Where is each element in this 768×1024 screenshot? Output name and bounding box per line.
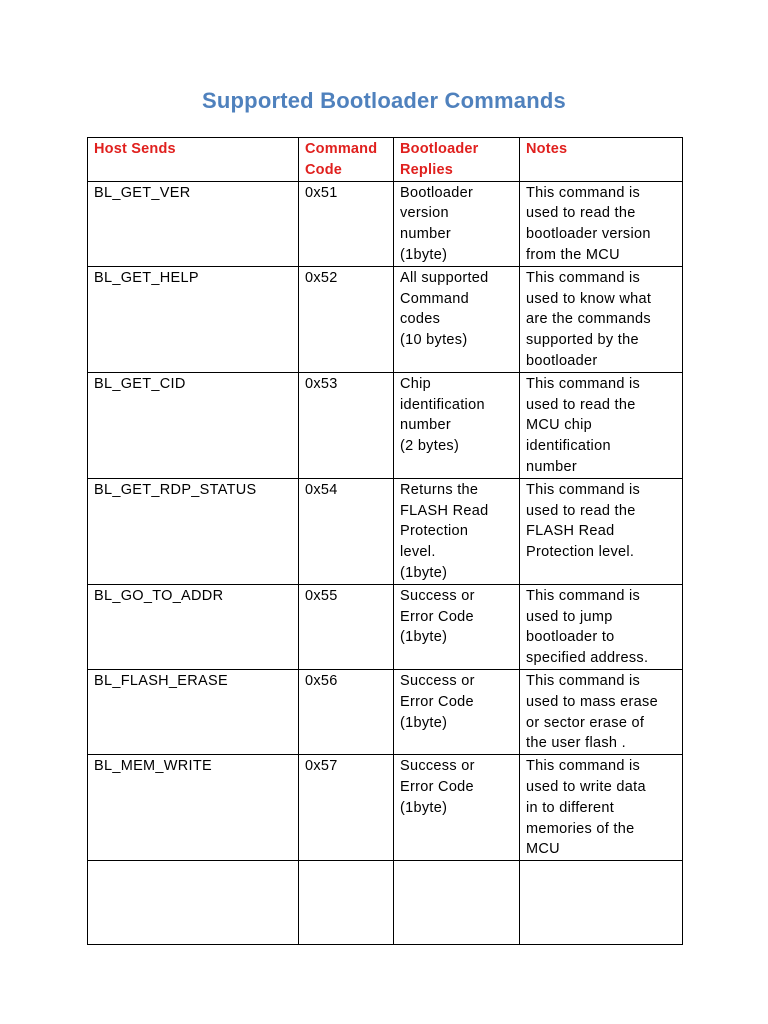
cell-command-code	[299, 181, 394, 266]
cell-notes-line: bootloader version	[526, 226, 651, 243]
cell-bootloader-replies	[394, 266, 520, 372]
cell-notes-line: in to different	[526, 799, 615, 816]
cell-notes-line: used to jump	[526, 608, 613, 625]
cell-bootloader-replies-line: Success or	[400, 672, 475, 689]
cell-notes-line: specified address.	[526, 650, 649, 667]
cell-notes	[520, 755, 683, 861]
cell-command-code	[299, 478, 394, 584]
table-row	[88, 266, 683, 372]
cell-host-sends	[88, 478, 299, 584]
cell-host-sends	[88, 584, 299, 669]
cell-notes-line: used to read the	[526, 502, 636, 519]
cell-bootloader-replies-line: Success or	[400, 758, 475, 775]
cell-host-sends-text: BL_FLASH_ERASE	[94, 672, 228, 689]
page-title: Supported Bootloader Commands	[202, 88, 566, 113]
cell-notes-line: bootloader to	[526, 629, 615, 646]
cell-command-code-text: 0x52	[305, 269, 338, 286]
header-host-sends	[88, 138, 299, 182]
cell-bootloader-replies-line: Protection	[400, 523, 469, 540]
empty-table-row	[88, 861, 683, 945]
cell-notes	[520, 372, 683, 478]
cell-notes-line: bootloader	[526, 352, 598, 369]
cell-notes-line: identification	[526, 438, 611, 455]
cell-notes-line: memories of the	[526, 820, 635, 837]
empty-cell	[299, 861, 394, 945]
cell-bootloader-replies-line: (1byte)	[400, 564, 448, 581]
cell-bootloader-replies	[394, 584, 520, 669]
table-row	[88, 478, 683, 584]
cell-host-sends-text: BL_GET_RDP_STATUS	[94, 481, 257, 498]
cell-notes-line: supported by the	[526, 332, 639, 349]
cell-bootloader-replies-line: Command	[400, 290, 469, 307]
cell-notes-line: MCU chip	[526, 417, 593, 434]
cell-bootloader-replies-line: Error Code	[400, 693, 474, 710]
cell-host-sends-text: BL_MEM_WRITE	[94, 758, 213, 775]
table-row	[88, 669, 683, 754]
cell-host-sends	[88, 266, 299, 372]
cell-bootloader-replies-line: Success or	[400, 587, 475, 604]
cell-notes-line: This command is	[526, 184, 641, 201]
cell-notes	[520, 266, 683, 372]
table-row	[88, 181, 683, 266]
cell-bootloader-replies	[394, 478, 520, 584]
empty-cell	[394, 861, 520, 945]
cell-notes-line: are the commands	[526, 311, 651, 328]
cell-notes	[520, 478, 683, 584]
cell-notes-line: This command is	[526, 587, 641, 604]
cell-command-code-text: 0x53	[305, 375, 338, 392]
header-text-line: Replies	[400, 161, 453, 178]
header-text-line: Host Sends	[94, 141, 176, 157]
cell-command-code-text: 0x56	[305, 672, 338, 689]
cell-bootloader-replies-line: Chip	[400, 375, 432, 392]
header-text-line: Code	[305, 161, 343, 178]
cell-notes-line: from the MCU	[526, 246, 620, 263]
cell-host-sends-text: BL_GET_CID	[94, 375, 186, 392]
cell-bootloader-replies-line: All supported	[400, 269, 489, 286]
cell-bootloader-replies-line: Returns the	[400, 481, 479, 498]
cell-notes-line: MCU	[526, 841, 560, 858]
header-text-line: Bootloader	[400, 141, 479, 157]
cell-host-sends	[88, 181, 299, 266]
header-text-line: Command	[305, 141, 378, 157]
cell-bootloader-replies-line: codes	[400, 311, 441, 328]
cell-command-code	[299, 755, 394, 861]
header-notes	[520, 138, 683, 182]
header-bootloader-replies	[394, 138, 520, 182]
cell-bootloader-replies	[394, 181, 520, 266]
cell-command-code-text: 0x51	[305, 184, 338, 201]
cell-bootloader-replies	[394, 669, 520, 754]
cell-notes-line: This command is	[526, 481, 641, 498]
cell-command-code-text: 0x54	[305, 481, 338, 498]
cell-notes-line: number	[526, 458, 577, 475]
cell-bootloader-replies	[394, 755, 520, 861]
cell-bootloader-replies-line: level.	[400, 544, 436, 561]
cell-notes	[520, 181, 683, 266]
cell-bootloader-replies-line: (1byte)	[400, 799, 448, 816]
cell-notes-line: used to read the	[526, 396, 636, 413]
cell-notes-line: This command is	[526, 758, 641, 775]
cell-bootloader-replies-line: (1byte)	[400, 629, 448, 646]
cell-host-sends	[88, 372, 299, 478]
cell-bootloader-replies-line: number	[400, 226, 451, 243]
cell-host-sends-text: BL_GET_VER	[94, 184, 191, 201]
cell-notes-line: This command is	[526, 672, 641, 689]
table-row	[88, 584, 683, 669]
cell-notes-line: This command is	[526, 269, 641, 286]
cell-command-code	[299, 266, 394, 372]
cell-bootloader-replies-line: (1byte)	[400, 714, 448, 731]
cell-notes-line: used to mass erase	[526, 693, 658, 710]
cell-command-code-text: 0x55	[305, 587, 338, 604]
cell-notes-line: used to read the	[526, 205, 636, 222]
empty-cell	[520, 861, 683, 945]
cell-notes-line: or sector erase of	[526, 714, 645, 731]
cell-host-sends	[88, 755, 299, 861]
table-header-row	[88, 138, 683, 182]
cell-notes-line: the user flash .	[526, 735, 626, 752]
cell-bootloader-replies-line: number	[400, 417, 451, 434]
cell-bootloader-replies-line: (1byte)	[400, 246, 448, 263]
cell-host-sends-text: BL_GO_TO_ADDR	[94, 587, 224, 604]
cell-bootloader-replies-line: Bootloader	[400, 184, 474, 201]
cell-notes	[520, 584, 683, 669]
cell-bootloader-replies-line: (10 bytes)	[400, 332, 468, 349]
cell-host-sends-text: BL_GET_HELP	[94, 269, 199, 286]
cell-bootloader-replies-line: Error Code	[400, 608, 474, 625]
cell-bootloader-replies-line: version	[400, 205, 449, 222]
cell-notes	[520, 669, 683, 754]
commands-table	[87, 137, 683, 945]
cell-command-code	[299, 372, 394, 478]
cell-notes-line: used to know what	[526, 290, 652, 307]
cell-notes-line: FLASH Read	[526, 523, 615, 540]
cell-command-code-text: 0x57	[305, 758, 338, 775]
cell-bootloader-replies	[394, 372, 520, 478]
cell-command-code	[299, 584, 394, 669]
cell-notes-line: This command is	[526, 375, 641, 392]
cell-host-sends	[88, 669, 299, 754]
cell-command-code	[299, 669, 394, 754]
table-row	[88, 755, 683, 861]
table-row	[88, 372, 683, 478]
cell-bootloader-replies-line: Error Code	[400, 778, 474, 795]
cell-bootloader-replies-line: FLASH Read	[400, 502, 489, 519]
empty-cell	[88, 861, 299, 945]
cell-bootloader-replies-line: (2 bytes)	[400, 438, 460, 455]
header-command-code	[299, 138, 394, 182]
cell-notes-line: used to write data	[526, 778, 646, 795]
header-text-line: Notes	[526, 141, 568, 157]
cell-notes-line: Protection level.	[526, 544, 635, 561]
cell-bootloader-replies-line: identification	[400, 396, 485, 413]
